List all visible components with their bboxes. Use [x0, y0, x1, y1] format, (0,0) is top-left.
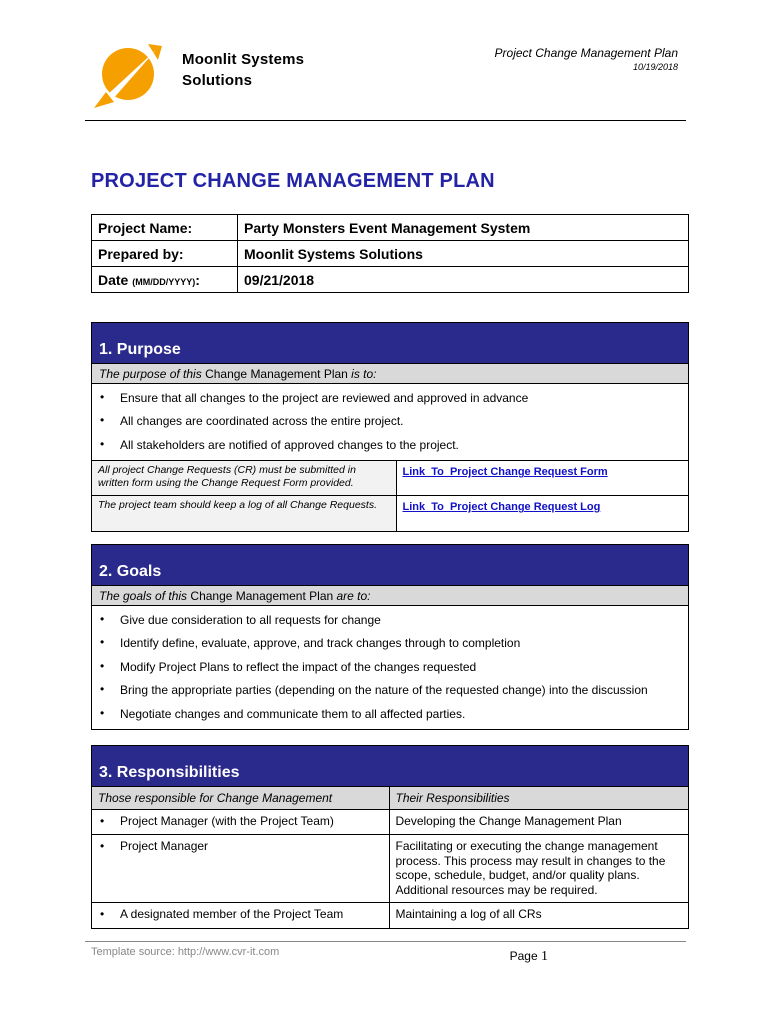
purpose-heading: 1. Purpose — [92, 323, 688, 363]
template-source: Template source: http://www.cvr-it.com — [91, 946, 280, 958]
prepared-by-value: Moonlit Systems Solutions — [238, 241, 689, 267]
list-item: • Modify Project Plans to reflect the impact of the changes requested — [92, 655, 688, 678]
date-label-cell — [92, 267, 238, 293]
table-row — [92, 903, 688, 928]
cr-form-note: All project Change Requests (CR) must be submitted in written form using the Change Request Form provided. — [92, 461, 396, 496]
prepared-by-row — [92, 241, 689, 267]
cr-log-link[interactable]: Link_To_Project Change Request Log — [396, 496, 688, 531]
company-name-line2: Solutions — [182, 72, 253, 89]
column-header-what: Their Responsibilities — [389, 787, 688, 810]
table-cell — [92, 810, 389, 835]
document-title: Project Change Management Plan — [494, 46, 678, 60]
list-item: • All stakeholders are notified of approved changes to the project. — [92, 433, 688, 456]
list-item: • Bring the appropriate parties (depending on the nature of the requested change) into the discussion — [92, 678, 688, 701]
goals-heading: 2. Goals — [92, 545, 688, 585]
responsible-party: • Project Manager (with the Project Team) — [98, 814, 383, 828]
responsibility-text: Facilitating or executing the change management process. This process may result in changes to the scope, schedule, budget, and/or quality plans. Additional resources may be required. — [389, 835, 688, 903]
list-item: • Ensure that all changes to the project are reviewed and approved in advance — [92, 386, 688, 409]
date-colon: : — [195, 271, 200, 288]
list-item: • All changes are coordinated across the entire project. — [92, 409, 688, 432]
table-row — [92, 810, 688, 835]
goals-subheader — [92, 585, 688, 606]
project-name-value: Party Monsters Event Management System — [238, 215, 689, 241]
project-name-row — [92, 215, 689, 241]
date-row — [92, 267, 689, 293]
company-name-line1: Moonlit Systems — [182, 51, 305, 68]
goals-list — [92, 606, 688, 729]
header-divider — [85, 120, 686, 121]
footer-divider — [85, 941, 686, 942]
responsibility-text: Developing the Change Management Plan — [389, 810, 688, 835]
table-row — [92, 496, 688, 531]
responsible-party: • Project Manager — [98, 839, 383, 853]
responsibilities-section — [91, 745, 689, 929]
column-header-who: Those responsible for Change Management — [92, 787, 389, 810]
project-name-label: Project Name: — [92, 215, 238, 241]
list-item: • Identify define, evaluate, approve, and track changes through to completion — [92, 631, 688, 654]
page-label: Page — [509, 949, 538, 963]
cr-form-link[interactable]: Link_To_Project Change Request Form — [396, 461, 688, 496]
document-date: 10/19/2018 — [632, 62, 678, 72]
table-row — [92, 461, 688, 496]
purpose-sub-post: is to: — [351, 367, 377, 381]
cr-log-note: The project team should keep a log of all Change Requests. — [92, 496, 396, 531]
company-logo — [92, 42, 164, 110]
responsibilities-heading: 3. Responsibilities — [92, 746, 688, 786]
responsible-party: • A designated member of the Project Team — [98, 907, 383, 921]
goals-sub-pre: The goals of this — [99, 589, 188, 603]
goals-sub-post: are to: — [336, 589, 371, 603]
page-number-value: 1 — [541, 949, 548, 964]
responsibilities-table — [92, 786, 688, 928]
purpose-section — [91, 322, 689, 532]
purpose-sub-pre: The purpose of this — [99, 367, 202, 381]
purpose-sub-mid: Change Management Plan — [201, 367, 352, 381]
table-cell — [92, 835, 389, 903]
responsibility-text: Maintaining a log of all CRs — [389, 903, 688, 928]
goals-sub-mid: Change Management Plan — [187, 589, 337, 603]
list-item: • Give due consideration to all requests for change — [92, 608, 688, 631]
table-header-row — [92, 787, 688, 810]
page-number — [510, 949, 548, 965]
goals-section — [91, 544, 689, 730]
company-name — [182, 49, 304, 91]
date-label: Date — [98, 271, 129, 288]
purpose-list — [92, 384, 688, 460]
list-item: • Negotiate changes and communicate them to all affected parties. — [92, 702, 688, 725]
prepared-by-label: Prepared by: — [92, 241, 238, 267]
page-title: PROJECT CHANGE MANAGEMENT PLAN — [91, 170, 495, 192]
project-info-table — [91, 214, 689, 293]
table-row — [92, 835, 688, 903]
purpose-links-table — [92, 460, 688, 531]
date-value: 09/21/2018 — [238, 267, 689, 293]
table-cell — [92, 903, 389, 928]
purpose-subheader — [92, 363, 688, 384]
date-format: (MM/DD/YYYY) — [132, 276, 196, 287]
